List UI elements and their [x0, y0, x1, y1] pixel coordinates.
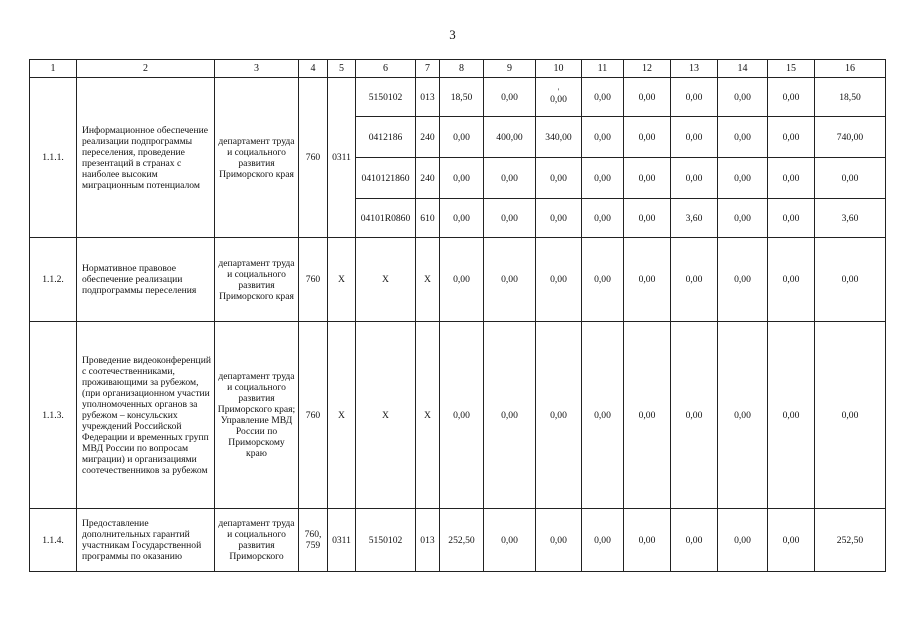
code-target: 5150102	[356, 78, 416, 117]
code-ministry: 760	[299, 322, 328, 509]
activity-name: Информационное обеспечение реализации подпрограммы переселения, проведение презентаций в странах с наиболее высоким миграционным потенциалом	[77, 78, 215, 238]
value-cell: 0,00	[536, 509, 582, 572]
value-cell: 0,00	[718, 322, 768, 509]
value-total: 3,60	[815, 199, 886, 238]
value-cell: 0,00	[484, 509, 536, 572]
value-cell: 0,00	[582, 78, 624, 117]
budget-table	[29, 59, 886, 572]
column-header: 2	[77, 60, 215, 78]
value-cell: 0,00	[718, 509, 768, 572]
column-header: 7	[416, 60, 440, 78]
value-cell: 0,00	[582, 322, 624, 509]
value-cell: 0,00	[718, 78, 768, 117]
value-cell: 0,00	[768, 199, 815, 238]
value-cell: 340,00	[536, 117, 582, 158]
code-expense: 013	[416, 78, 440, 117]
code-section: 0311	[328, 509, 356, 572]
value-cell: 0,00	[624, 199, 671, 238]
value-cell: 0,00	[768, 158, 815, 199]
column-header: 8	[440, 60, 484, 78]
row-number: 1.1.1.	[30, 78, 77, 238]
code-expense: 013	[416, 509, 440, 572]
value-cell: 0,00	[536, 322, 582, 509]
value-cell: 3,60	[671, 199, 718, 238]
value-cell: 0,00	[624, 322, 671, 509]
column-header: 11	[582, 60, 624, 78]
column-header: 14	[718, 60, 768, 78]
table-row	[30, 509, 886, 572]
code-ministry: 760	[299, 238, 328, 322]
value-cell: 0,00	[768, 509, 815, 572]
value-cell: 0,00	[768, 117, 815, 158]
value-total: 18,50	[815, 78, 886, 117]
value-cell: 0,00	[440, 199, 484, 238]
value-cell: 0,00	[718, 117, 768, 158]
value-cell: 0,00	[624, 117, 671, 158]
executor: департамент труда и социального развития Приморского края; Управление МВД России по Приморскому краю	[215, 322, 299, 509]
column-header: 5	[328, 60, 356, 78]
value-cell: 0,00	[582, 199, 624, 238]
row-number: 1.1.2.	[30, 238, 77, 322]
value-cell: 0,00	[536, 158, 582, 199]
value-cell: 0,00	[440, 238, 484, 322]
column-header: 3	[215, 60, 299, 78]
value-cell	[536, 78, 582, 117]
activity-name: Проведение видеоконференций с соотечественниками, проживающими за рубежом, (при организационном участии уполномоченных органов за рубежом – консульских учреждений Российской Федерации и временных групп МВД России по вопросам миграции) и организациями соотечественников за рубежом	[77, 322, 215, 509]
stray-mark: ′	[557, 86, 560, 96]
code-ministry: 760	[299, 78, 328, 238]
table-row	[30, 78, 886, 117]
value-cell: 400,00	[484, 117, 536, 158]
code-target: 0412186	[356, 117, 416, 158]
column-header: 6	[356, 60, 416, 78]
column-header: 4	[299, 60, 328, 78]
code-expense: X	[416, 322, 440, 509]
value-cell: 0,00	[718, 199, 768, 238]
column-header: 13	[671, 60, 718, 78]
value-total: 740,00	[815, 117, 886, 158]
activity-name: Предоставление дополнительных гарантий участникам Государственной программы по оказанию	[82, 518, 202, 562]
activity-name: Нормативное правовое обеспечение реализации подпрограммы переселения	[77, 238, 215, 322]
value-cell: 0,00	[484, 158, 536, 199]
code-expense: 240	[416, 158, 440, 199]
value-cell: 0,00	[671, 509, 718, 572]
value-cell: 0,00	[768, 238, 815, 322]
column-header: 16	[815, 60, 886, 78]
column-header: 15	[768, 60, 815, 78]
code-ministry: 760, 759	[299, 509, 328, 572]
column-header: 10	[536, 60, 582, 78]
code-target: X	[356, 238, 416, 322]
activity-name-cell	[77, 509, 215, 572]
value-total: 0,00	[815, 158, 886, 199]
value-total: 252,50	[815, 509, 886, 572]
code-expense: 240	[416, 117, 440, 158]
value-cell: 0,00	[582, 509, 624, 572]
header-row	[30, 60, 886, 78]
value-cell: 0,00	[624, 78, 671, 117]
code-section: X	[328, 238, 356, 322]
value-cell: 18,50	[440, 78, 484, 117]
value-cell: 0,00	[671, 117, 718, 158]
value-cell: 0,00	[768, 322, 815, 509]
table-row	[30, 238, 886, 322]
value-cell: 0,00	[484, 322, 536, 509]
code-target: X	[356, 322, 416, 509]
value-cell: 0,00	[582, 238, 624, 322]
code-expense: X	[416, 238, 440, 322]
row-number: 1.1.3.	[30, 322, 77, 509]
code-section: X	[328, 322, 356, 509]
column-header: 9	[484, 60, 536, 78]
value-cell: 0,00	[440, 158, 484, 199]
code-expense: 610	[416, 199, 440, 238]
value-cell: 0,00	[440, 117, 484, 158]
row-number: 1.1.4.	[30, 509, 77, 572]
value-cell: 0,00	[582, 158, 624, 199]
value-total: 0,00	[815, 322, 886, 509]
column-header: 12	[624, 60, 671, 78]
code-section: 0311	[328, 78, 356, 238]
column-header: 1	[30, 60, 77, 78]
value-cell: 0,00	[718, 158, 768, 199]
value-cell: 0,00	[582, 117, 624, 158]
value-cell: 0,00	[440, 322, 484, 509]
value-cell: 0,00	[536, 199, 582, 238]
value-total: 0,00	[815, 238, 886, 322]
value-cell: 0,00	[484, 199, 536, 238]
value-cell: 0,00	[536, 238, 582, 322]
value-cell: 0,00	[484, 238, 536, 322]
executor: департамент труда и социального развития Приморского	[218, 518, 295, 562]
executor-cell	[215, 509, 299, 572]
value-cell: 252,50	[440, 509, 484, 572]
value-cell: 0,00	[718, 238, 768, 322]
page-number: 3	[449, 27, 456, 42]
executor: департамент труда и социального развития Приморского края	[215, 78, 299, 238]
value-cell: 0,00	[624, 509, 671, 572]
value-cell: 0,00	[484, 78, 536, 117]
executor: департамент труда и социального развития Приморского края	[215, 238, 299, 322]
value-cell: 0,00	[671, 158, 718, 199]
value-cell: 0,00	[624, 238, 671, 322]
code-target: 04101R0860	[356, 199, 416, 238]
value-cell: 0,00	[671, 78, 718, 117]
value-cell: 0,00	[768, 78, 815, 117]
value-cell: 0,00	[671, 322, 718, 509]
value-text: 0,00	[550, 93, 567, 105]
table-row	[30, 322, 886, 509]
value-cell: 0,00	[624, 158, 671, 199]
value-cell: 0,00	[671, 238, 718, 322]
code-target: 5150102	[356, 509, 416, 572]
code-target: 0410121860	[356, 158, 416, 199]
